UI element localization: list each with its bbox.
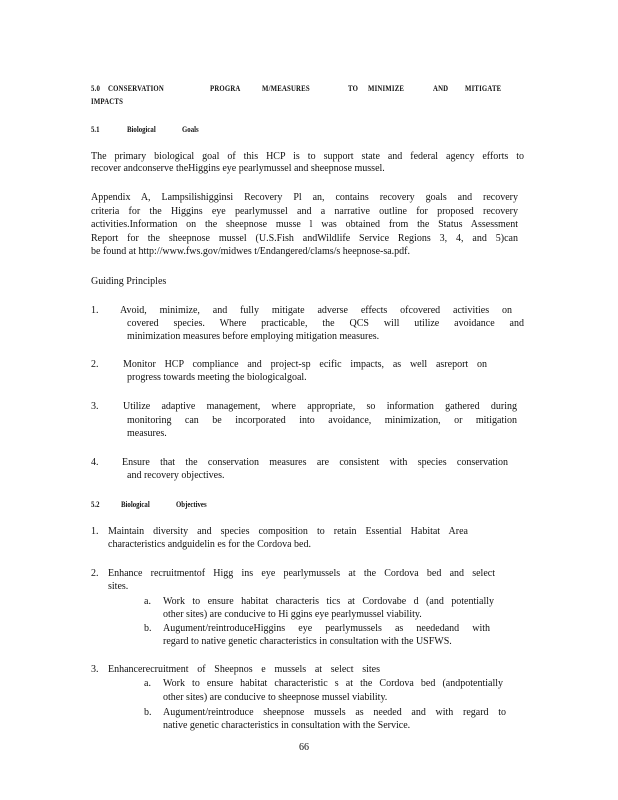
goal-paragraph-line: recover andconserve theHiggins eye pearlymussel and sheepnose mussel. [91,163,385,174]
principle-line: Ensure that the conservation measures are consistent with species conservation [122,457,508,468]
objective-number: 3. [91,664,99,675]
objective-line: Enhance recruitmentof Higg ins eye pearlymussels at the Cordova bed and select [108,568,495,579]
objective-number: 1. [91,526,99,537]
appendix-paragraph-line: Report for the sheepnose mussel (U.S.Fish andWildlife Service Regions 3, 4, and 5)can [91,233,518,244]
principle-line: minimization measures before employing mitigation measures. [127,331,380,342]
section-title-word-6: AND [433,84,449,93]
principle-line: measures. [127,428,167,439]
objective-number: 2. [91,568,99,579]
page-number: 66 [299,742,309,753]
objective-sub-line: Augument/reintroduceHiggins eye pearlymussels as neededand with [163,623,490,634]
section-title-word-5: MINIMIZE [368,84,405,93]
principle-line: monitoring can be incorporated into avoidance, minimization, or mitigation [127,415,517,426]
objective-sub-line: Work to ensure habitat characteristic s at the Cordova bed (andpotentially [163,678,503,689]
principle-number: 1. [91,305,99,316]
objective-sub-line: other sites) are conducive to Hi ggins eye pearlymussel viability. [163,609,422,620]
subsection-5-2-title-b: Objectives [176,500,207,509]
subsection-5-2-number: 5.2 [91,500,100,509]
principle-line: progress towards meeting the biologicalgoal. [127,372,307,383]
subsection-5-2-title-a: Biological [121,500,150,509]
principle-number: 3. [91,401,99,412]
objective-sub-line: other sites) are conducive to sheepnose mussel viability. [163,692,388,703]
objective-sub-line: native genetic characteristics in consultation with the Service. [163,720,411,731]
subsection-5-1-number: 5.1 [91,125,100,134]
objective-sub-letter: b. [144,623,152,634]
subsection-5-1-title-b: Goals [182,125,199,134]
section-title-word-7: MITIGATE [465,84,502,93]
principle-line: Utilize adaptive management, where appropriate, so information gathered during [123,401,517,412]
guiding-principles-title: Guiding Principles [91,276,167,287]
appendix-paragraph-line: be found at http://www.fws.gov/midwes t/Endangered/clams/s heepnose-sa.pdf. [91,246,411,257]
objective-sub-letter: a. [144,596,151,607]
objective-sub-line: regard to native genetic characteristics in consultation with the USFWS. [163,636,452,647]
section-title-word-3: M/MEASURES [262,84,310,93]
section-title-line2: IMPACTS [91,97,124,106]
objective-sub-line: Augument/reintroduce sheepnose mussels as needed and with regard to [163,707,506,718]
principle-line: covered species. Where practicable, the QCS will utilize avoidance and [127,318,524,329]
appendix-paragraph-line: activities.Information on the sheepnose musse l was obtained from the Status Assessment [91,219,518,230]
appendix-paragraph-line: criteria for the Higgins eye pearlymussel and a narrative outline for proposed recovery [91,206,518,217]
principle-number: 4. [91,457,99,468]
section-title-word-2: PROGRA [210,84,241,93]
section-number: 5.0 [91,84,101,93]
objective-line: sites. [108,581,129,592]
appendix-paragraph-line: Appendix A, Lampsilishigginsi Recovery Pl an, contains recovery goals and recovery [91,192,518,203]
principle-line: and recovery objectives. [127,470,225,481]
principle-line: Monitor HCP compliance and project-sp ecific impacts, as well asreport on [123,359,487,370]
objective-line: Enhancerecruitment of Sheepnos e mussels at select sites [108,664,380,675]
objective-line: characteristics andguidelin es for the Cordova bed. [108,539,311,550]
objective-line: Maintain diversity and species composition to retain Essential Habitat Area [108,526,468,537]
goal-paragraph-line: The primary biological goal of this HCP is to support state and federal agency efforts to [91,151,524,162]
objective-sub-line: Work to ensure habitat characteris tics at Cordovabe d (and potentially [163,596,494,607]
section-title-word-1: CONSERVATION [108,84,164,93]
objective-sub-letter: b. [144,707,152,718]
principle-line: Avoid, minimize, and fully mitigate adverse effects ofcovered activities on [120,305,512,316]
section-title-word-4: TO [348,84,359,93]
subsection-5-1-title-a: Biological [127,125,156,134]
principle-number: 2. [91,359,99,370]
objective-sub-letter: a. [144,678,151,689]
